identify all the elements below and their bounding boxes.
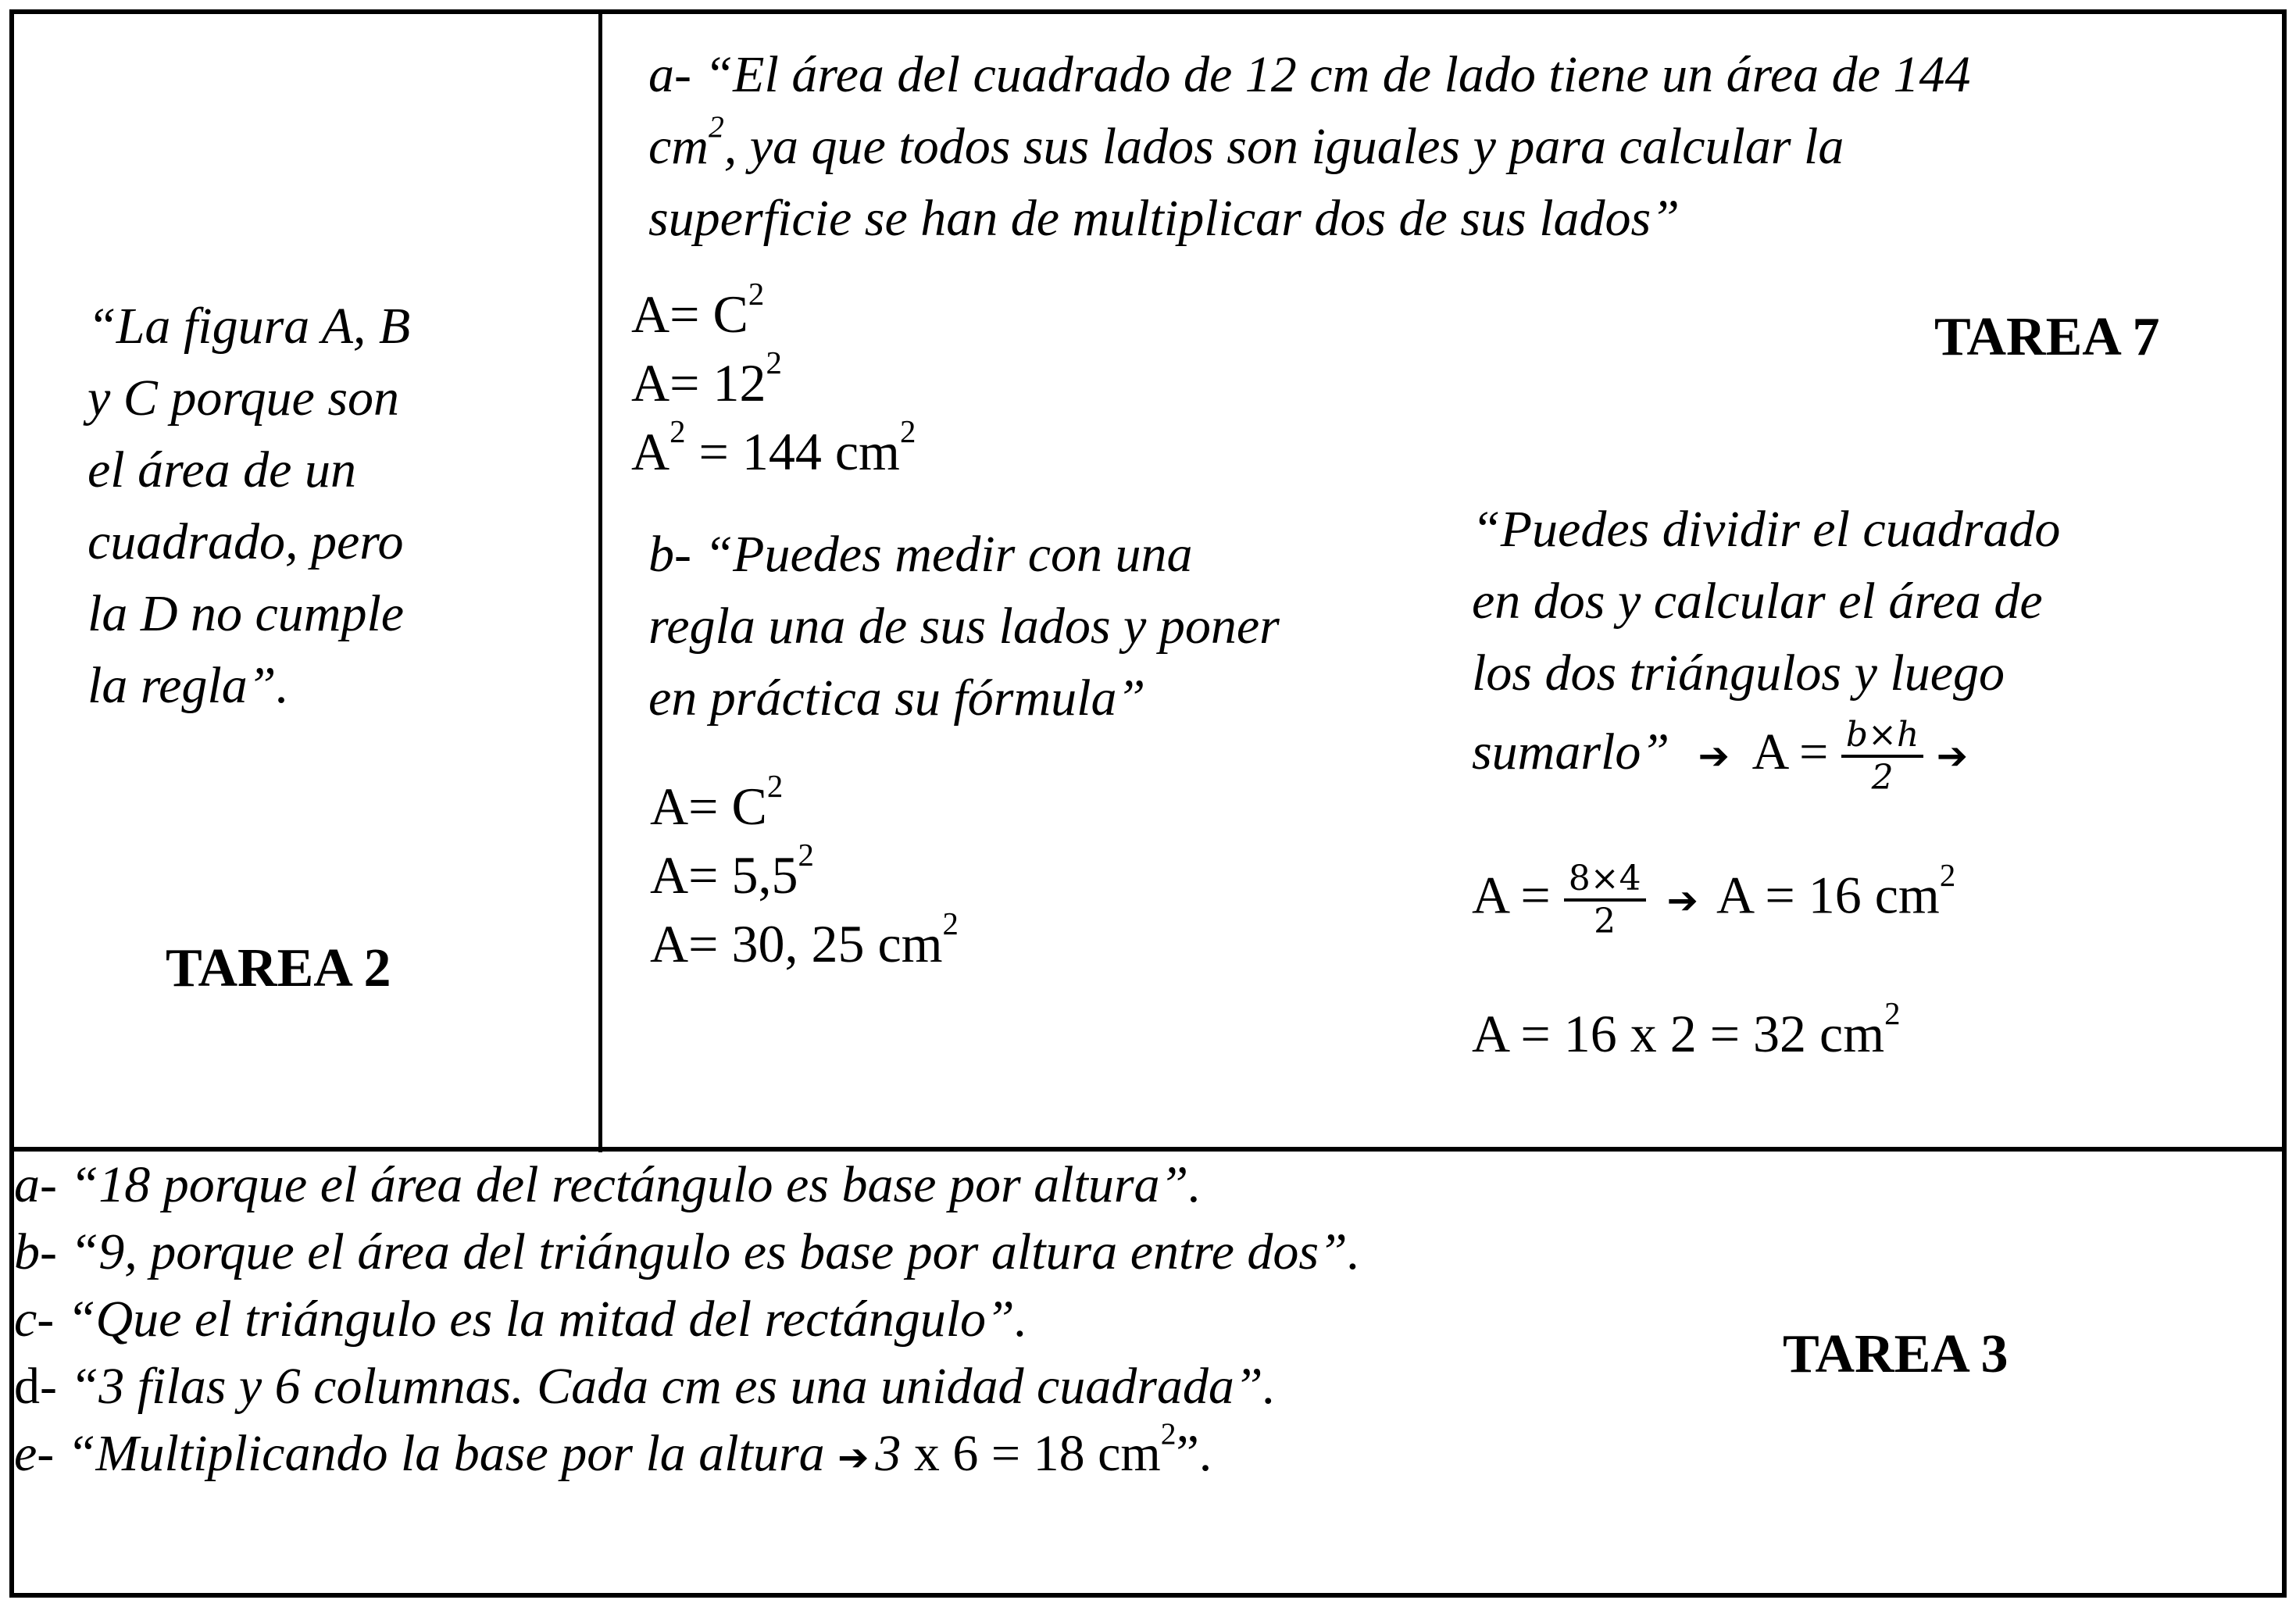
item-prefix: c- [14,1291,55,1348]
item-prefix: a- [14,1156,57,1213]
tarea7-c-text [1472,494,2060,709]
formula-base: A= C [631,284,748,344]
tarea3-line [14,1416,1360,1491]
fraction-numerator: 8×4 [1564,859,1646,902]
tarea7-a-text [648,39,1970,255]
exponent: 2 [748,277,765,312]
tarea7-b-line: b- “Puedes medir con una [648,526,1193,583]
tarea2-quote-line: la D no cumple [87,585,405,642]
fraction-denominator: 2 [1594,902,1616,941]
tarea3-line [14,1353,1360,1420]
formula-rhs: A = 16 cm [1716,865,1940,925]
exponent: 2 [1884,996,1901,1032]
tarea7-a-line: superficie se han de multiplicar dos de sus lados” [648,190,1680,247]
tarea7-c-line: en dos y calcular el área de [1472,573,2043,630]
exponent: 2 [1939,857,1956,893]
arrow-right-icon: ➔ [1666,878,1698,923]
fraction [1841,716,1923,798]
tarea7-a-line: a- “El área del cuadrado de 12 cm de lado tiene un área de 144 [648,46,1971,103]
item-text: “Multiplicando la base por la altura [54,1425,838,1482]
tarea7-c-line: los dos triángulos y luego [1472,645,2005,702]
arrow-right-icon: ➔ [1936,734,1968,779]
arrow-right-icon: ➔ [837,1436,869,1480]
tarea3-line [14,1152,1360,1219]
tarea2-quote-line: el área de un [87,441,356,498]
tarea7-c-formula3 [1472,998,1901,1069]
tarea3-line [14,1219,1360,1286]
tarea2-label: TAREA 2 [166,938,391,998]
formula-tail: = 144 cm [685,422,900,481]
item-text: ”. [1176,1425,1212,1482]
item-text: “18 porque el área del rectángulo es base por altura”. [56,1156,1202,1213]
item-prefix: d- [14,1358,57,1415]
item-text: x 6 = 18 cm [901,1425,1161,1482]
formula-line [650,906,959,978]
unit-cm: cm [648,118,709,175]
tarea2-quote-line: y C porque son [87,370,400,427]
formula-lhs: A = [1751,723,1829,781]
formula-line [650,837,959,909]
tarea7-c-line: sumarlo” [1472,723,1670,781]
tarea7-c-formula2 [1472,859,1955,942]
tarea7-c-line: “Puedes dividir el cuadrado [1472,501,2061,558]
tarea3-lines [14,1152,1360,1491]
formula-base: A= 30, 25 cm [650,914,943,973]
formula-line [631,345,916,417]
tarea7-b-line: en práctica su fórmula” [648,670,1146,727]
tarea2-quote [87,291,410,722]
tarea3-line [14,1286,1360,1353]
tarea2-quote-line: cuadrado, pero [87,513,404,570]
exponent: 2 [708,109,724,145]
formula-base: A [631,422,670,481]
formula-line [631,414,916,486]
tarea3-label: TAREA 3 [1783,1324,2009,1384]
formula-base: A= C [650,777,767,836]
arrow-right-icon: ➔ [1698,734,1730,779]
column-divider [598,9,602,1152]
tarea7-b-formulas [650,769,959,978]
fraction [1564,859,1646,942]
formula-line [650,769,959,841]
fraction-numerator: b×h [1841,716,1923,758]
tarea7-a-formulas [631,277,916,486]
formula-lhs: A = [1472,865,1551,925]
formula-text: A = 16 x 2 = 32 cm [1472,1004,1885,1063]
exponent: 2 [942,906,959,942]
item-text: “3 filas y 6 columnas. Cada cm es una unidad cuadrada”. [56,1358,1277,1415]
exponent: 2 [798,837,814,873]
formula-base: A= 12 [631,353,766,412]
tarea7-c-formula1 [1472,716,1968,798]
formula-base: A= 5,5 [650,845,798,905]
fraction-denominator: 2 [1871,758,1894,798]
tarea7-label: TAREA 7 [1934,307,2160,367]
a-line-rest: , ya que todos sus lados son iguales y para calcular la [723,118,1844,175]
exponent: 2 [670,414,686,450]
tarea2-quote-line: “La figura A, B [87,298,411,355]
formula-line [631,277,916,348]
exponent: 2 [766,345,782,381]
tarea2-quote-line: la regla”. [87,657,289,714]
item-text: “Que el triángulo es la mitad del rectángulo”. [54,1291,1028,1348]
exponent: 2 [766,769,784,805]
item-text: 3 [875,1425,902,1482]
exponent: 2 [899,414,916,450]
item-prefix: b- [14,1223,57,1280]
exponent: 2 [1160,1416,1177,1452]
tarea7-b-text [648,519,1280,734]
tarea7-a-line [648,111,1970,183]
item-text: “9, porque el área del triángulo es base por altura entre dos”. [56,1223,1361,1280]
tarea7-b-line: regla una de sus lados y poner [648,598,1280,655]
item-prefix: e- [14,1425,55,1482]
